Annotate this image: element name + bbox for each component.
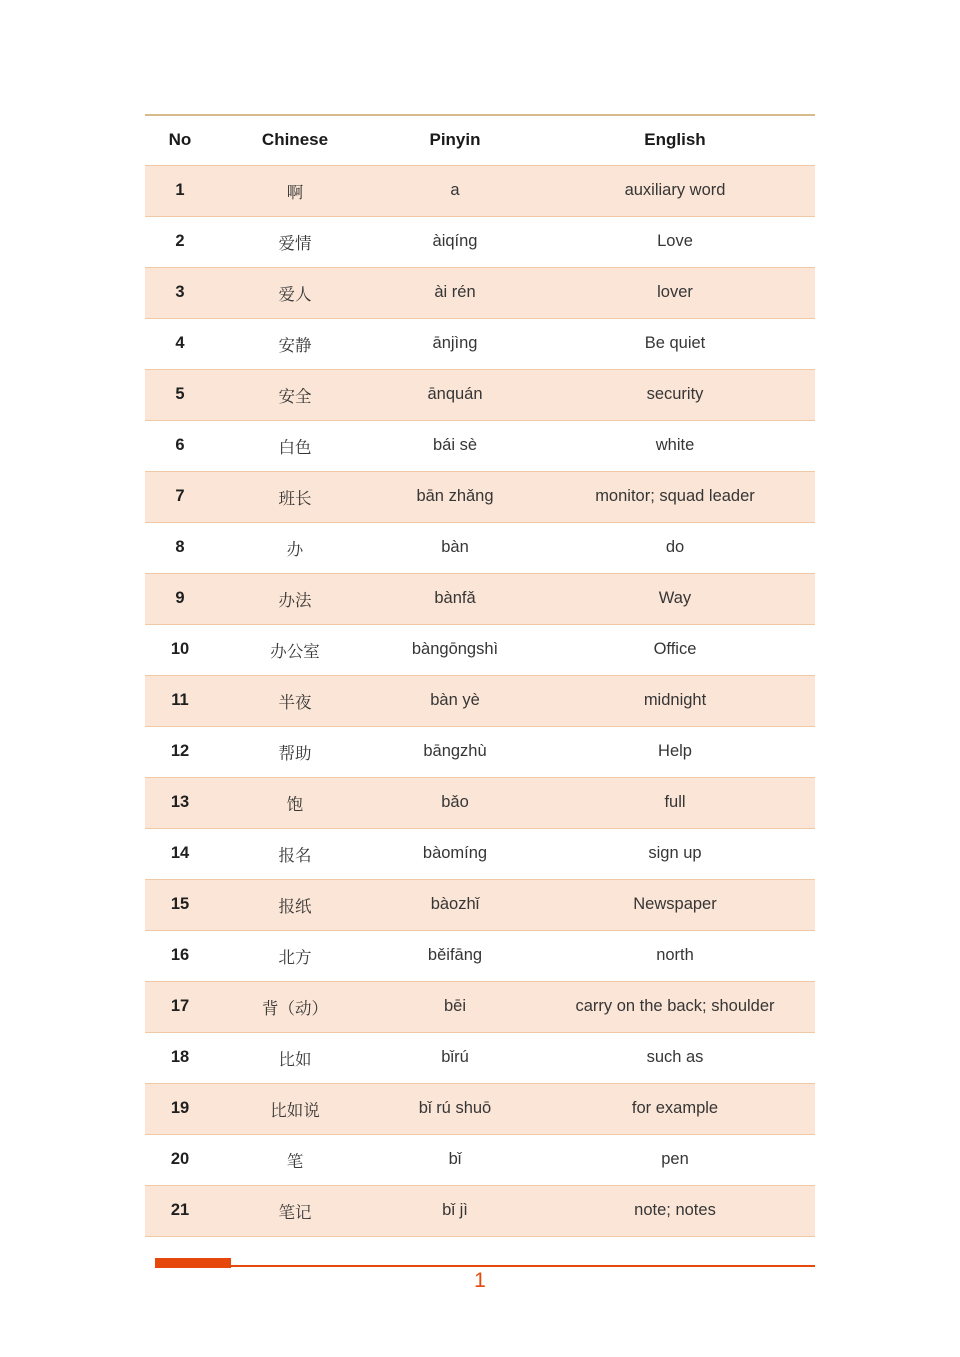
cell-pinyin: àiqíng <box>375 216 535 267</box>
cell-no: 10 <box>145 624 215 675</box>
cell-english: note; notes <box>535 1185 815 1236</box>
cell-chinese: 北方 <box>215 930 375 981</box>
cell-chinese: 背（动） <box>215 981 375 1032</box>
vocabulary-table-container <box>145 114 815 1237</box>
table-row <box>145 318 815 369</box>
cell-english: Way <box>535 573 815 624</box>
cell-pinyin: bǐ rú shuō <box>375 1083 535 1134</box>
table-row <box>145 777 815 828</box>
cell-chinese: 比如说 <box>215 1083 375 1134</box>
cell-pinyin: bàngōngshì <box>375 624 535 675</box>
table-row <box>145 828 815 879</box>
cell-pinyin: bái sè <box>375 420 535 471</box>
cell-no: 7 <box>145 471 215 522</box>
cell-english: Be quiet <box>535 318 815 369</box>
cell-no: 2 <box>145 216 215 267</box>
cell-chinese: 笔 <box>215 1134 375 1185</box>
cell-pinyin: ānjìng <box>375 318 535 369</box>
cell-pinyin: bàn yè <box>375 675 535 726</box>
footer-rule-line <box>155 1265 815 1267</box>
cell-english: Newspaper <box>535 879 815 930</box>
table-row <box>145 1185 815 1236</box>
cell-no: 8 <box>145 522 215 573</box>
table-row <box>145 573 815 624</box>
cell-no: 18 <box>145 1032 215 1083</box>
cell-pinyin: bàomíng <box>375 828 535 879</box>
table-row <box>145 522 815 573</box>
cell-english: do <box>535 522 815 573</box>
table-row <box>145 1083 815 1134</box>
cell-chinese: 白色 <box>215 420 375 471</box>
footer-rule-accent-block <box>155 1258 231 1268</box>
cell-english: monitor; squad leader <box>535 471 815 522</box>
cell-english: such as <box>535 1032 815 1083</box>
footer-rule <box>155 1258 815 1268</box>
table-row <box>145 1032 815 1083</box>
table-row <box>145 267 815 318</box>
table-row <box>145 1134 815 1185</box>
table-row <box>145 675 815 726</box>
cell-english: security <box>535 369 815 420</box>
cell-no: 9 <box>145 573 215 624</box>
cell-pinyin: bànfǎ <box>375 573 535 624</box>
cell-chinese: 报纸 <box>215 879 375 930</box>
table-row <box>145 216 815 267</box>
cell-chinese: 爱情 <box>215 216 375 267</box>
table-row <box>145 981 815 1032</box>
cell-no: 15 <box>145 879 215 930</box>
cell-chinese: 帮助 <box>215 726 375 777</box>
cell-pinyin: bāngzhù <box>375 726 535 777</box>
cell-english: Love <box>535 216 815 267</box>
cell-pinyin: a <box>375 165 535 216</box>
cell-chinese: 半夜 <box>215 675 375 726</box>
cell-english: Office <box>535 624 815 675</box>
cell-chinese: 办 <box>215 522 375 573</box>
cell-pinyin: běifāng <box>375 930 535 981</box>
cell-chinese: 爱人 <box>215 267 375 318</box>
cell-english: white <box>535 420 815 471</box>
cell-pinyin: bǐrú <box>375 1032 535 1083</box>
cell-no: 1 <box>145 165 215 216</box>
column-header-english: English <box>535 115 815 165</box>
column-header-chinese: Chinese <box>215 115 375 165</box>
cell-pinyin: bēi <box>375 981 535 1032</box>
cell-chinese: 饱 <box>215 777 375 828</box>
vocabulary-table <box>145 114 815 1237</box>
page-number: 1 <box>474 1269 486 1292</box>
table-header-row <box>145 115 815 165</box>
cell-chinese: 笔记 <box>215 1185 375 1236</box>
cell-pinyin: ài rén <box>375 267 535 318</box>
table-row <box>145 369 815 420</box>
cell-english: Help <box>535 726 815 777</box>
cell-no: 21 <box>145 1185 215 1236</box>
cell-no: 3 <box>145 267 215 318</box>
column-header-no: No <box>145 115 215 165</box>
column-header-pinyin: Pinyin <box>375 115 535 165</box>
cell-pinyin: bān zhǎng <box>375 471 535 522</box>
cell-english: sign up <box>535 828 815 879</box>
cell-no: 11 <box>145 675 215 726</box>
cell-chinese: 办公室 <box>215 624 375 675</box>
cell-chinese: 安全 <box>215 369 375 420</box>
cell-no: 14 <box>145 828 215 879</box>
cell-pinyin: bǎo <box>375 777 535 828</box>
table-row <box>145 165 815 216</box>
cell-pinyin: bǐ jì <box>375 1185 535 1236</box>
cell-no: 13 <box>145 777 215 828</box>
cell-pinyin: bàn <box>375 522 535 573</box>
cell-no: 20 <box>145 1134 215 1185</box>
cell-chinese: 啊 <box>215 165 375 216</box>
table-row <box>145 726 815 777</box>
table-row <box>145 879 815 930</box>
cell-english: full <box>535 777 815 828</box>
cell-no: 17 <box>145 981 215 1032</box>
cell-english: auxiliary word <box>535 165 815 216</box>
cell-no: 5 <box>145 369 215 420</box>
cell-pinyin: bǐ <box>375 1134 535 1185</box>
cell-chinese: 报名 <box>215 828 375 879</box>
cell-no: 19 <box>145 1083 215 1134</box>
cell-english: midnight <box>535 675 815 726</box>
cell-no: 6 <box>145 420 215 471</box>
cell-chinese: 安静 <box>215 318 375 369</box>
cell-chinese: 班长 <box>215 471 375 522</box>
cell-chinese: 办法 <box>215 573 375 624</box>
cell-chinese: 比如 <box>215 1032 375 1083</box>
cell-english: lover <box>535 267 815 318</box>
cell-english: for example <box>535 1083 815 1134</box>
table-row <box>145 471 815 522</box>
cell-pinyin: ānquán <box>375 369 535 420</box>
table-row <box>145 930 815 981</box>
cell-english: north <box>535 930 815 981</box>
cell-no: 16 <box>145 930 215 981</box>
cell-english: carry on the back; shoulder <box>535 981 815 1032</box>
cell-english: pen <box>535 1134 815 1185</box>
table-row <box>145 624 815 675</box>
cell-no: 12 <box>145 726 215 777</box>
cell-no: 4 <box>145 318 215 369</box>
table-row <box>145 420 815 471</box>
cell-pinyin: bàozhǐ <box>375 879 535 930</box>
